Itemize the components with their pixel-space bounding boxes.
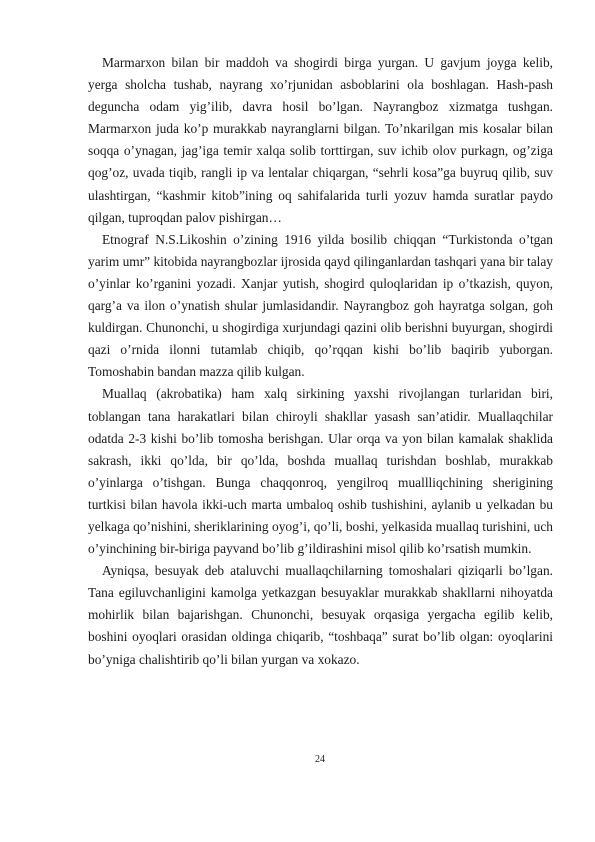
paragraph-likoshin: Etnograf N.S.Likoshin o’zining 1916 yilda bosilib chiqqan “Turkistonda o’tgan yarim umr” kitobida nayrangbozlar ijrosida qayd qilinganlardan tashqari yana bir talay o’yinlar ko’rganini yozadi. Xanjar yutish, shogird quloqlaridan ip o’tkazish, quyon, qarg’a va ilon o’ynatish shular jumlasidandir. Nayrangboz goh hayratga solgan, goh kuldirgan. Chunonchi, u shogirdiga xurjundagi qazini olib berishni buyurgan, shogirdi qazi o’rnida ilonni tutamlab chiqib, qo’rqqan kishi bo’lib baqirib yuborgan. Tomoshabin bandan mazza qilib kulgan. (88, 231, 553, 380)
paragraph-besuyak: Ayniqsa, besuyak deb ataluvchi muallaqchilarning tomoshalari qiziqarli bo’lgan. Tana egiluvchanligini kamolga yetkazgan besuyaklar murakkab shakllarni nihoyatda mohirlik bilan bajarishgan. Chunonchi, besuyak orqasiga yergacha egilib kelib, boshini oyoqlari orasidan oldinga chiqarib, “toshbaqa” surat bo’lib olgan: oyoqlarini bo’yniga chalishtirib qo’li bilan yurgan va xokazo. (88, 563, 553, 667)
paragraph-muallaq: Muallaq (akrobatika) ham xalq sirkining yaxshi rivojlangan turlaridan biri, toblangan tana harakatlari bilan chiroyli shakllar yasash san’atidir. Muallaqchilar odatda 2-3 kishi bo’lib tomosha berishgan. Ular orqa va yon bilan kamalak shaklida sakrash, ikki qo’lda, bir qo’lda, boshda muallaq turishdan boshlab, murakkab o’yinlarga o’tishgan. Bunga chaqqonroq, yengilroq muallliqchining sherigining turtkisi bilan havola ikki-uch marta umbaloq oshib tushishini, aylanib u yelkadan bu yelkaga qo’nishini, sheriklarining oyog’i, qo’li, boshi, yelkasida muallaq turishini, uch o’yinchining bir-biriga payvand bo’lib g’ildirashini misol qilib ko’rsatish mumkin. (88, 386, 553, 557)
page-number: 24 (315, 754, 325, 765)
document-page (88, 52, 553, 671)
paragraph-marmarxon: Marmarxon bilan bir maddoh va shogirdi birga yurgan. U gavjum joyga kelib, yerga sholcha tushab, nayrang xo’rjunidan asboblarini ola boshlagan. Hash-pash deguncha odam yig’ilib, davra hosil bo’lgan. Nayrangboz xizmatga tushgan. Marmarxon juda ko’p murakkab nayranglarni bilgan. To’nkarilgan mis kosalar bilan soqqa o’ynagan, jag’iga temir xalqa solib torttirgan, suv ichib olov purkagn, og’ziga qog’oz, uvada tiqib, rangli ip va lentalar chiqargan, “sehrli kosa”ga buyruq qilib, suv ulashtirgan, “kashmir kitob”ining oq sahifalarida turli yozuv hamda suratlar paydo qilgan, tuproqdan palov pishirgan… (88, 55, 553, 225)
